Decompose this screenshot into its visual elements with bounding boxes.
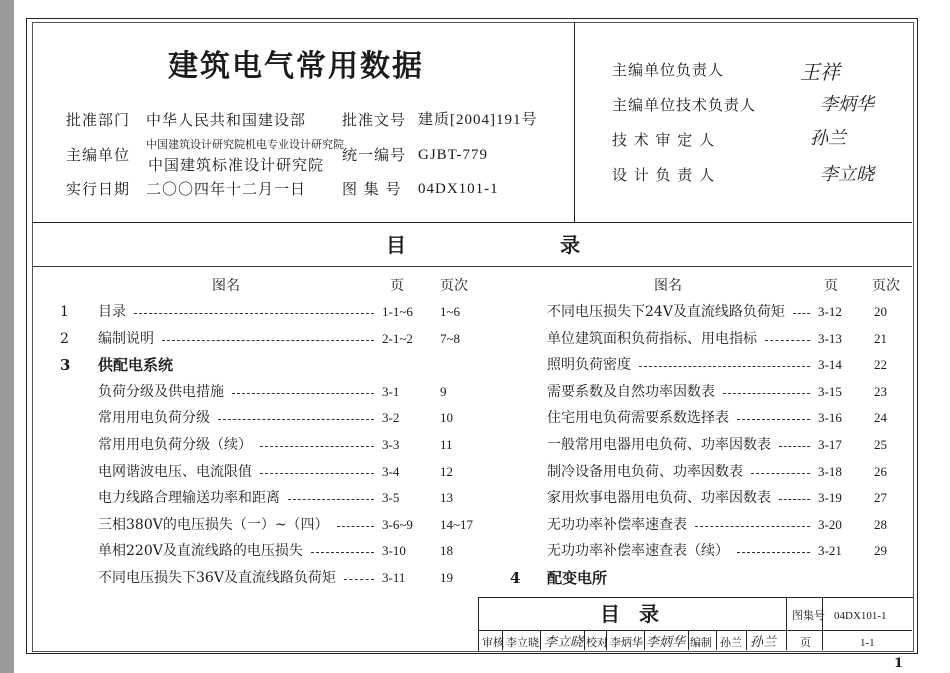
toc-page: 3-4	[382, 463, 400, 479]
toc-order: 26	[874, 463, 887, 479]
design-head-label: 设 计 负 责 人	[612, 166, 716, 184]
toc-item-name[interactable]: 需要系数及自然功率因数表	[547, 383, 715, 400]
unified-no-value: GJBT-779	[418, 147, 488, 163]
approval-no-value: 建质[2004]191号	[418, 112, 538, 128]
toc-item-name[interactable]: 电网谐波电压、电流限值	[98, 463, 252, 480]
chief-unit-label: 主编单位	[66, 146, 131, 164]
toc-item-name[interactable]: 单相220V及直流线路的电压损失	[98, 543, 303, 560]
design-label: 编制	[690, 636, 712, 649]
tech-review-signature: 孙兰	[810, 128, 846, 149]
toc-order: 20	[874, 304, 887, 319]
toc-page: 3-14	[818, 357, 842, 373]
sign-sep-6	[688, 630, 689, 650]
sign-sep-8	[746, 630, 747, 650]
title-block-atlas-value: 04DX101-1	[834, 610, 887, 622]
toc-order: 28	[874, 516, 887, 532]
toc-leader-line	[288, 499, 374, 500]
toc-leader-line	[218, 419, 374, 420]
toc-item-name[interactable]: 住宅用电负荷需要系数选择表	[547, 410, 729, 427]
toc-index: 4	[510, 569, 521, 587]
title-block-page-label: 页	[800, 636, 811, 649]
binding-strip	[0, 0, 14, 673]
toc-page: 3-21	[818, 543, 842, 559]
col-order-left: 页次	[440, 278, 468, 294]
atlas-no-value: 04DX101-1	[418, 181, 499, 197]
chief-head-signature: 王祥	[800, 60, 840, 84]
toc-order: 9	[440, 383, 447, 399]
toc-leader-line	[723, 393, 810, 394]
toc-heading-left: 目	[386, 233, 406, 257]
unified-no-label: 统一编号	[342, 146, 407, 164]
approval-no-label: 批准文号	[342, 111, 407, 129]
check-label: 校对	[586, 636, 608, 649]
review-signature: 李立晓	[544, 635, 584, 650]
toc-item-name[interactable]: 单位建筑面积负荷指标、用电指标	[547, 330, 757, 347]
toc-order: 29	[874, 543, 887, 559]
chief-head-label: 主编单位负责人	[612, 61, 725, 79]
document-title: 建筑电气常用数据	[168, 49, 424, 84]
toc-leader-line	[134, 313, 374, 314]
toc-page: 3-10	[382, 543, 406, 559]
tech-review-label: 技 术 审 定 人	[612, 131, 716, 149]
toc-page: 3-17	[818, 437, 842, 452]
toc-order: 27	[874, 490, 887, 506]
col-name-left: 图名	[212, 278, 240, 294]
sign-sep-5	[644, 630, 645, 650]
toc-order: 19	[440, 570, 453, 585]
toc-page: 3-15	[818, 383, 842, 399]
toc-leader-line	[639, 366, 810, 367]
toc-heading-rule	[32, 266, 912, 267]
toc-index: 1	[60, 304, 69, 320]
toc-order: 7~8	[440, 330, 461, 346]
approval-dept-label: 批准部门	[66, 111, 131, 129]
toc-order: 10	[440, 410, 453, 426]
toc-order: 18	[440, 543, 453, 559]
toc-leader-line	[793, 313, 810, 314]
toc-item-name[interactable]: 不同电压损失下24V及直流线路负荷矩	[547, 304, 785, 320]
col-page-right: 页	[824, 278, 838, 294]
effective-date-label: 实行日期	[66, 180, 131, 198]
toc-item-name[interactable]: 三相380V的电压损失（一）~（四）	[98, 516, 329, 533]
toc-page: 3-2	[382, 410, 400, 426]
toc-item-name[interactable]: 制冷设备用电负荷、功率因数表	[547, 463, 743, 480]
toc-order: 21	[874, 330, 887, 346]
toc-item-name[interactable]: 电力线路合理输送功率和距离	[98, 490, 280, 507]
toc-index: 3	[60, 356, 71, 375]
toc-leader-line	[779, 446, 810, 447]
review-label: 审核	[482, 636, 504, 649]
effective-date-value: 二〇〇四年十二月一日	[146, 180, 307, 198]
toc-item-name[interactable]: 目录	[98, 304, 126, 320]
toc-page: 3-13	[818, 330, 842, 346]
toc-leader-line	[344, 579, 374, 580]
sign-sep-7	[716, 630, 717, 650]
toc-item-name[interactable]: 无功功率补偿率速查表（续）	[547, 543, 729, 560]
toc-leader-line	[260, 446, 374, 447]
toc-item-name[interactable]: 常用用电负荷分级	[98, 410, 210, 427]
toc-item-name[interactable]: 照明负荷密度	[547, 357, 631, 374]
toc-page: 3-20	[818, 516, 842, 532]
toc-item-name[interactable]: 不同电压损失下36V及直流线路负荷矩	[98, 570, 336, 586]
toc-page: 3-5	[382, 490, 400, 506]
col-name-right: 图名	[654, 278, 682, 294]
atlas-no-label: 图 集 号	[342, 180, 402, 198]
sign-sep-2	[540, 630, 541, 650]
toc-leader-line	[311, 552, 374, 553]
design-signature: 孙兰	[750, 635, 777, 650]
toc-item-name[interactable]: 无功功率补偿率速查表	[547, 516, 687, 533]
toc-item-name[interactable]: 家用炊事电器用电负荷、功率因数表	[547, 490, 771, 507]
toc-section-title[interactable]: 供配电系统	[98, 356, 174, 375]
toc-leader-line	[779, 499, 810, 500]
toc-page: 3-12	[818, 304, 842, 319]
toc-order: 25	[874, 437, 887, 452]
toc-page: 3-18	[818, 463, 842, 479]
check-name: 李炳华	[610, 636, 643, 649]
toc-page: 2-1~2	[382, 330, 413, 346]
toc-item-name[interactable]: 负荷分级及供电措施	[98, 383, 224, 400]
toc-order: 11	[440, 437, 453, 452]
toc-order: 24	[874, 410, 887, 426]
col-page-left: 页	[390, 278, 404, 294]
sign-sep-1	[502, 630, 503, 650]
toc-leader-line	[232, 393, 374, 394]
toc-leader-line	[765, 340, 810, 341]
sign-sep-3	[584, 630, 585, 650]
review-name: 李立晓	[506, 636, 539, 649]
toc-page: 3-1	[382, 383, 400, 399]
toc-page: 3-6~9	[382, 516, 413, 532]
toc-leader-line	[162, 340, 374, 341]
approval-dept-value: 中华人民共和国建设部	[146, 111, 307, 129]
toc-leader-line	[695, 526, 810, 527]
toc-order: 14~17	[440, 516, 474, 532]
title-block-vsep-1	[786, 597, 787, 650]
header-divider-horizontal	[32, 222, 912, 223]
toc-page: 3-3	[382, 437, 400, 452]
toc-order: 1~6	[440, 304, 461, 319]
title-block-atlas-label: 图集号	[792, 609, 825, 622]
toc-order: 12	[440, 463, 453, 479]
toc-index: 2	[60, 330, 69, 347]
design-head-signature: 李立晓	[820, 164, 874, 185]
toc-leader-line	[337, 526, 374, 527]
title-block-page-value: 1-1	[860, 637, 875, 649]
toc-item-name[interactable]: 编制说明	[98, 330, 154, 347]
title-block-name: 目 录	[600, 602, 665, 626]
toc-order: 13	[440, 490, 453, 506]
toc-page: 3-19	[818, 490, 842, 506]
sign-sep-4	[606, 630, 607, 650]
design-name: 孙兰	[720, 636, 742, 649]
toc-leader-line	[751, 473, 810, 474]
col-order-right: 页次	[872, 278, 900, 294]
toc-leader-line	[260, 473, 374, 474]
toc-item-name[interactable]: 常用用电负荷分级（续）	[98, 437, 252, 453]
chief-unit-line2: 中国建筑标准设计研究院	[148, 156, 325, 174]
toc-page: 1-1~6	[382, 304, 413, 319]
chief-tech-signature: 李炳华	[820, 94, 874, 115]
check-signature: 李炳华	[646, 635, 686, 650]
toc-leader-line	[737, 419, 810, 420]
toc-leader-line	[737, 552, 810, 553]
toc-page: 3-16	[818, 410, 842, 426]
toc-section-title[interactable]: 配变电所	[547, 569, 608, 587]
chief-unit-line1: 中国建筑设计研究院机电专业设计研究院	[146, 138, 344, 151]
page-number: 1	[894, 656, 904, 671]
chief-tech-label: 主编单位技术负责人	[612, 96, 757, 114]
toc-item-name[interactable]: 一般常用电器用电负荷、功率因数表	[547, 437, 771, 453]
toc-order: 22	[874, 357, 887, 373]
header-divider-vertical	[574, 22, 575, 222]
toc-page: 3-11	[382, 570, 406, 585]
toc-order: 23	[874, 383, 887, 399]
toc-heading-right: 录	[560, 233, 580, 257]
